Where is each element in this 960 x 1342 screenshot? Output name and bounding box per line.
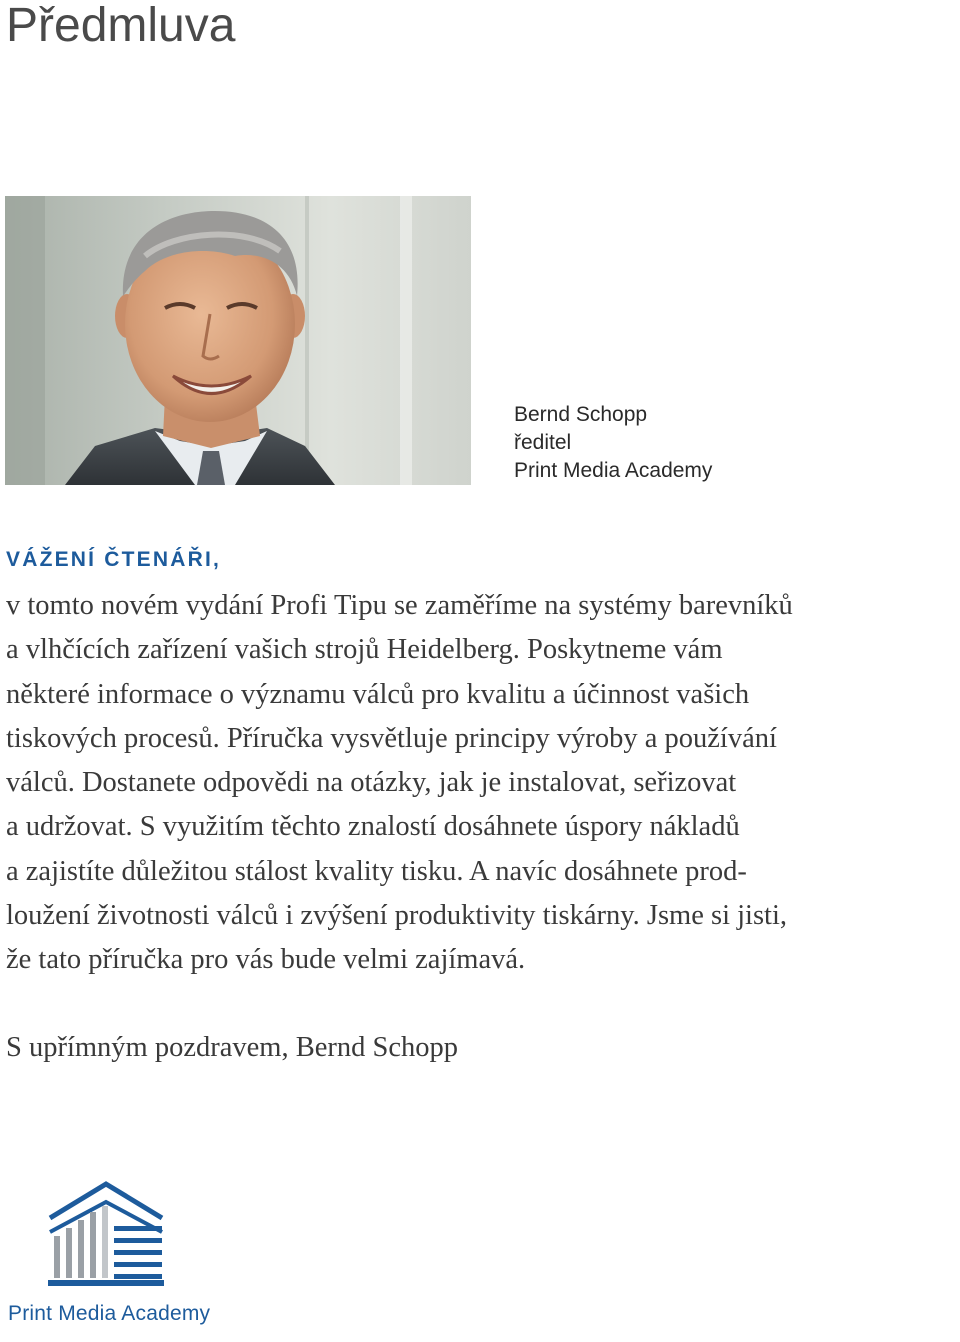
portrait-photo [5, 196, 471, 485]
body-line: a vlhčících zařízení vašich strojů Heidelberg. Poskytneme vám [6, 634, 723, 666]
body-line: že tato příručka pro vás bude velmi zajímavá. [6, 944, 526, 976]
caption-name: Bernd Schopp [514, 403, 648, 426]
closing-signoff: S upřímným pozdravem, Bernd Schopp [6, 1032, 458, 1063]
body-line: loužení životnosti válců i zvýšení produktivity tiskárny. Jsme si jisti, [6, 900, 788, 932]
caption-role: ředitel [514, 431, 572, 454]
body-line: tiskových procesů. Příručka vysvětluje principy výroby a používání [6, 722, 777, 754]
photo-caption [514, 401, 712, 485]
caption-organization: Print Media Academy [514, 459, 713, 482]
body-line: a udržovat. S využitím těchto znalostí dosáhnete úspory nákladů [6, 811, 740, 843]
body-line: v tomto novém vydání Profi Tipu se zaměříme na systémy barevníků [6, 590, 793, 621]
body-line: a zajistíte důležitou stálost kvality tisku. A navíc dosáhnete prod- [6, 855, 747, 887]
page-title: Předmluva [6, 0, 236, 52]
salutation-heading: VÁŽENÍ ČTENÁŘI, [6, 548, 222, 571]
logo-wordmark: Print Media Academy [8, 1302, 211, 1325]
building-logo-icon [44, 1180, 169, 1290]
body-line: některé informace o významu válců pro kvalitu a účinnost vašich [6, 678, 750, 710]
body-line: válců. Dostanete odpovědi na otázky, jak je instalovat, seřizovat [6, 767, 737, 799]
letter-body [6, 584, 958, 983]
